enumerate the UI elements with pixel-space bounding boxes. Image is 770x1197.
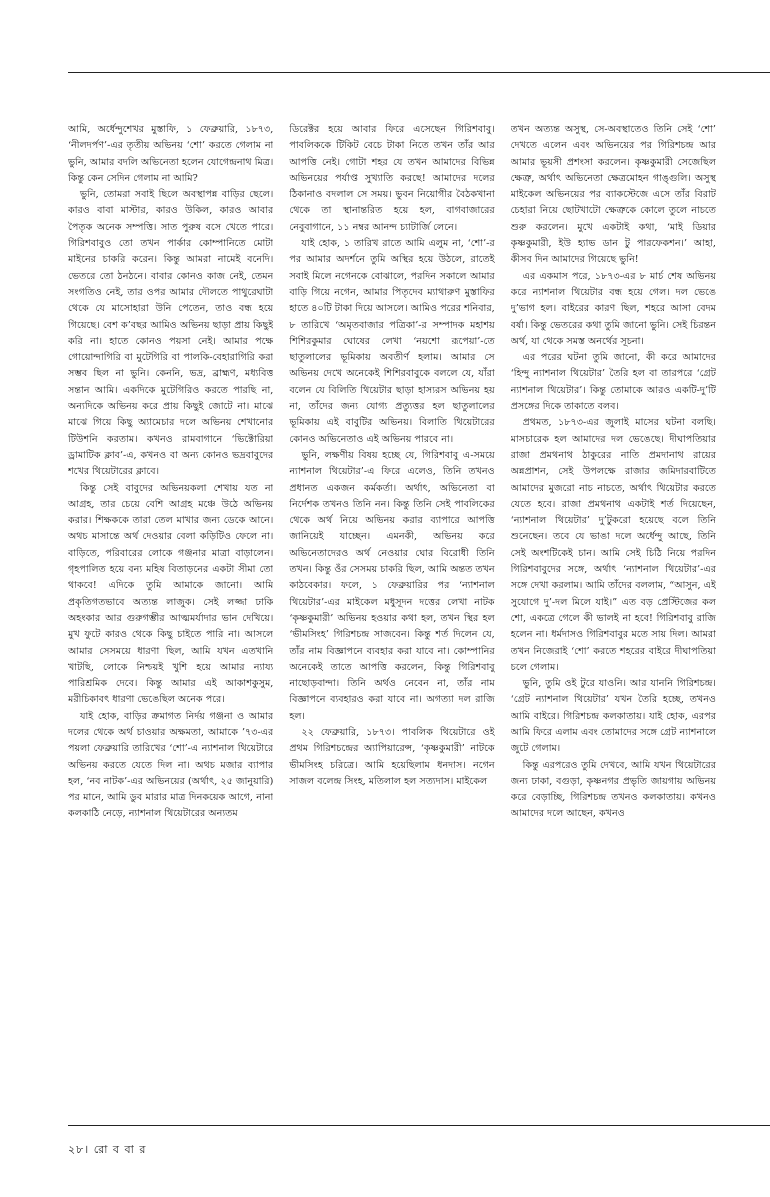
column-2 [289, 122, 494, 1117]
paragraph: এর একমাস পরে, ১৮৭৩-এর ৮ মার্চ শেষ অভিনয় করে ন্যাশনাল থিয়েটার বন্ধ হয়ে গেল। দল ভেঙে দু’ভাগ হল। বাইরের কারণ ছিল, শহরে আসা বেদম বর্ষা। কিন্তু ভেতরের কথা তুমি জানো ভুনি। সেই চিরন্তন অর্থ, যা থেকে সমস্ত অনর্থের সূচনা। [510, 270, 716, 347]
footer-separator: । [84, 1143, 90, 1156]
paragraph: ভুনি, তোমরা সবাই ছিলে অবস্থাপন্ন বাড়ির ছেলে। কারও বাবা মাস্টার, কারও উকিল, কারও আবার পৈতৃক অনেক সম্পত্তি। সাত পুরুষ বসে খেতে পারে। গিরিশবাবুও তো তখন পার্কার কোম্পানিতে মোটা মাইনের চাকরি করেন। কিন্তু আমরা নামেই বনেদি। ভেতরে তো ঠনঠনে। বাবার কোনও কাজ নেই, তেমন সংগতিও নেই, তার ওপর আমার দৌলতে পাথুরেঘাটা থেকে যে মাসোহারা উনি পেতেন, তাও বন্ধ হয়ে গিয়েছে। বেশ ক’বছর আমিও অভিনয় ছাড়া প্রায় কিছুই করি না। হাতে কোনও পয়সা নেই। আমার পক্ষে গোয়োন্দাগিরি বা মুটেগিরি বা পালকি-বেহারাগিরি করা সম্ভব ছিল না ভুনি। কেননি, ভদ্র, ব্রাহ্মণ, মধ্যবিত্ত সন্তান আমি। একদিকে মুটেগিরিও করতে পারছি না, অন্যদিকে অভিনয় করে প্রায় কিছুই জোটে না। মাঝে মাঝে গিয়ে কিছু অ্যামেচার দলে অভিনয় শেখানোর টিউশনি করতাম। কখনও রামবাগানে ‘ভিক্টোরিয়া ড্রামাটিক ক্লাব’-এ, কখনও বা অন্য কোনও ভদ্রবাবুদের শখের থিয়েটারের ক্লাবে। [68, 189, 274, 478]
paragraph: যাই হোক, বাড়ির ক্রমাগত নির্দয় গঞ্জনা ও আমার দলের থেকে অর্থ চাওয়ার অক্ষমতা, আমাকে ’৭৩-এর পয়লা ফেব্রুয়ারি তারিখের ‘শো’-এ ন্যাশনাল থিয়েটারে অভিনয় করতে যেতে দিল না। অথচ মজার ব্যাপার হল, ‘নব নাটক’-এর অভিনয়ের (অর্থাৎ, ২৫ জানুয়ারি) পর মানে, আমি ডুব মারার মাত্র দিনকয়েক আগে, নানা কলকাঠি নেড়ে, ন্যাশনাল থিয়েটারের অন্যতম [68, 710, 274, 820]
column-3 [511, 122, 716, 1117]
paragraph: ভুনি, লক্ষণীয় বিষয় হচ্ছে যে, গিরিশবাবু এ-সময়ে ন্যাশনাল থিয়েটার’-এ ফিরে এলেও, তিনি তখনও প্রধানত একজন কর্মকর্তা। অর্থাৎ, অভিনেতা বা নির্দেশক তখনও তিনি নন। কিন্তু তিনি সেই পাবলিকের থেকে অর্থ নিয়ে অভিনয় করার ব্যাপারে আপত্তি জানিয়েই যাচ্ছেন। এমনকী, অভিনয় করে অভিনেতাদেরও অর্থ নেওয়ার ঘোর বিরোধী তিনি তখন। কিন্তু ওঁর সেসময় চাকরি ছিল, আমি অন্তত তখন কাঠবেকার। ফলে, ১ ফেব্রুয়ারির পর ‘ন্যাশনাল থিয়েটার’-এর মাইকেল মধুসূদন দত্তের লেখা নাটক ‘কৃষ্ণকুমারী’ অভিনয় হওয়ার কথা হল, তখন স্থির হল ‘ভীমসিংহ’ গিরিশচন্দ্র সাজবেন। কিন্তু শর্ত দিলেন যে, তাঁর নাম বিজ্ঞাপনে ব্যবহার করা যাবে না। কোম্পানির অনেকেই তাতে আপত্তি করলেন, কিন্তু গিরিশবাবু নাছোড়বান্দা। তিনি অর্থও নেবেন না, তাঁর নাম বিজ্ঞাপনে ব্যবহারও করা যাবে না। অগত্যা দল রাজি হল। [289, 449, 495, 722]
page-footer [68, 1141, 146, 1160]
paragraph: প্রথমত, ১৮৭৩-এর জুলাই মাসের ঘটনা বলছি। মাসচারেক হল আমাদের দল ভেঙেছে। দীঘাপতিয়ার রাজা প্রমথনাথ ঠাকুরের নাতি প্রমদানাথ রায়ের অন্নপ্রাশন, সেই উপলক্ষে রাজার জমিদারবাটিতে আমাদের মুজরো নাচ নাচতে, অর্থাৎ থিয়েটার করতে যেতে হবে। রাজা প্রমথনাথ একটাই শর্ত দিয়েছেন, ‘ন্যাশনাল থিয়েটার’ দু’টুকরো হয়েছে বলে তিনি শুনেছেন। তবে যে ভাঙা দলে অর্ধেন্দু আছে, তিনি সেই অংশটিকেই চান। আমি সেই চিঠি নিয়ে পরদিন গিরিশবাবুদের সঙ্গে, অর্থাৎ ‘ন্যাশনাল থিয়েটার’-এর সঙ্গে দেখা করলাম। আমি তাঁদের বললাম, “আসুন, এই সুযোগে দু’-দল মিলে যাই।” এত বড় প্রেস্টিজের কল শো, একত্রে গেলে কী ভালই না হবে! গিরিশবাবু রাজি হলেন না। ধর্মদাসও গিরিশবাবুর মতে সায় দিল। আমরা তখন নিজেরাই ‘শো’ করতে শহরের বাইরে দীঘাপতিয়া চলে গেলাম। [510, 417, 716, 673]
paragraph: কিন্তু এরপরেও তুমি দেখবে, আমি যখন থিয়েটারের জন্য ঢাকা, বগুড়া, কৃষ্ণনগর প্রভৃতি জায়গায় অভিনয় করে বেড়াচ্ছি, গিরিশচন্দ্র তখনও কলকাতায়। কখনও আমাদের দলে আছেন, কখনও [510, 759, 716, 820]
top-rule [68, 72, 770, 73]
paragraph: তখন অত্যন্ত অসুস্থ, সে-অবস্থাতেও তিনি সেই ‘শো’ দেখতে এলেন এবং অভিনয়ের পর গিরিশচন্দ্র আর আমার ভূয়সী প্রশংসা করলেন। কৃষ্ণকুমারী সেজেছিল ক্ষেত্রু, অর্থাৎ অভিনেতা ক্ষেত্রমোহন গাঙ্গুলি। অসুস্থ মাইকেল অভিনয়ের পর ব্যাকস্টেজে এসে তাঁর বিরাট চেহারা নিয়ে ছোটখাটো ক্ষেত্রুকে কোলে তুলে নাচতে শুরু করলেন। মুখে একটাই কথা, ‘মাই ডিয়ার কৃষ্ণকুমারী, ইউ হ্যাভ ডান টু পারফেকশন।’ আহা, কীসব দিন আমাদের গিয়েছে ভুনি! [510, 124, 716, 266]
bottom-rule [68, 1125, 770, 1126]
magazine-name: রো ব বা র [93, 1143, 147, 1156]
paragraph: কিন্তু সেই বাবুদের অভিনয়কলা শেখায় যত না আগ্রহ, তার চেয়ে বেশি আগ্রহ মঞ্চে উঠে অভিনয় করার। শিক্ষককে তারা তেল মাখার জন্য ডেকে আনে। অথচ মাসান্তে অর্থ দেওয়ার বেলা কড়িটিও ফেলে না। বাড়িতে, পরিবারের লোকে গঞ্জনার মাত্রা বাড়ালেন। গৃহপালিত হয়ে বন্য মহিষ বিতাড়নের একটা সীমা তো থাকবে! এদিকে তুমি আমাকে জানো। আমি প্রকৃতিগতভাবে অত্যন্ত লাজুক। সেই লজ্জা ঢাকি অহংকার আর গুরুগম্ভীর আত্মমর্যাদার ভান দেখিয়ে। মুখ ফুটে কারও থেকে কিছু চাইতে পারি না। আসলে আমার সেসময়ে ধারণা ছিল, আমি যখন এতখানি খাটছি, লোকে নিশ্চয়ই খুশি হয়ে আমার ন্যায্য পারিশ্রমিক দেবে। কিন্তু আমার এই আকাশকুসুম, মরীচিকাবৎ ধারণা ভেঙেছিল অনেক পরে। [68, 482, 274, 706]
page-number: ২৮ [68, 1143, 85, 1156]
paragraph: যাই হোক, ১ তারিখ রাতে আমি এলুম না, ‘শো’-র পর আমার অদর্শনে তুমি অস্থির হয়ে উঠলে, রাতেই সবাই মিলে নগেনকে বোঝালে, পরদিন সকালে আমার বাড়ি গিয়ে নগেন, আমার পিতৃদেব ম্যাথারুণ মুস্তাফির হাতে ৪০টি টাকা দিয়ে আসলে। আমিও পরের শনিবার, ৮ তারিখে ‘অমৃতবাজার পত্রিকা’-র সম্পাদক মহাশয় শিশিরকুমার ঘোষের লেখা ‘নয়শো রূপেয়া’-তে ছাতুলালের ভূমিকায় অবতীর্ণ হলাম। আমার সে অভিনয় দেখে অনেকেই শিশিরবাবুকে বললে যে, যাঁরা বলেন যে বিলিতি থিয়েটার ছাড়া হাস্যরস অভিনয় হয় না, তাঁদের জন্য যোগ্য প্রত্যুত্তর হল ছাতুলালের ভূমিকায় এই বাবুটির অভিনয়। বিলাতি থিয়েটারের কোনও অভিনেতাও এই অভিনয় পারবে না। [289, 238, 495, 445]
column-1 [68, 122, 273, 1117]
paragraph: ২২ ফেব্রুয়ারি, ১৮৭৩। পাবলিক থিয়েটারে ওই প্রথম গিরিশচন্দ্রের অ্যাপিয়ারেন্স, ‘কৃষ্ণকুমারী’ নাটকে ভীমসিংহ চরিত্রে। আমি হয়েছিলাম ধনদাস। নগেন সাজল বলেন্দ্র সিংহ, মতিলাল হল সত্যদাস। মাইকেল [289, 726, 495, 787]
paragraph: ডিরেক্টর হয়ে আবার ফিরে এসেছেন গিরিশবাবু। পাবলিককে টিকিট বেচে টাকা নিতে তখন তাঁর আর আপত্তি নেই। গোটা শহর যে তখন আমাদের বিভিন্ন অভিনয়ের পর্যাপ্ত সুখ্যাতি করছে! আমাদের দলের ঠিকানাও বদলাল সে সময়। ভুবন নিয়োগীর বৈঠকখানা থেকে তা স্থানান্তরিত হয়ে হল, বাগবাজারের নেবুবাগানে, ১১ নম্বর আনন্দ চ্যাটার্জি লেনে। [289, 124, 495, 233]
paragraph: ভুনি, তুমি ওই টুরে যাওনি। আর যাননি গিরিশচন্দ্র। ‘গ্রেট ন্যাশনাল থিয়েটার’ যখন তৈরি হচ্ছে, তখনও আমি বাইরে। গিরিশচন্দ্র কলকাতায়। যাই হোক, এরপর আমি ফিরে এলাম এবং তোমাদের সঙ্গে গ্রেট ন্যাশনালে জুটে গেলাম। [510, 678, 716, 755]
article-body [68, 122, 716, 1117]
paragraph: এর পরের ঘটনা তুমি জানো, কী করে আমাদের ‘হিন্দু ন্যাশনাল থিয়েটার’ তৈরি হল বা তারপরে ‘গ্রেট ন্যাশনাল থিয়েটার’। কিন্তু তোমাকে আরও একটি-দু’টি প্রসঙ্গের দিকে তাকাতে বলব। [510, 352, 716, 413]
paragraph: আমি, অর্ধেন্দুশেখর মুস্তাফি, ১ ফেব্রুয়ারি, ১৮৭৩, ‘নীলদর্পণ’-এর তৃতীয় অভিনয় ‘শো’ করতে গেলাম না ভুনি, আমার বদলি অভিনেতা হলেন যোগেন্দ্রনাথ মিত্র। কিন্তু কেন সেদিন গেলাম না আমি? [68, 124, 274, 184]
